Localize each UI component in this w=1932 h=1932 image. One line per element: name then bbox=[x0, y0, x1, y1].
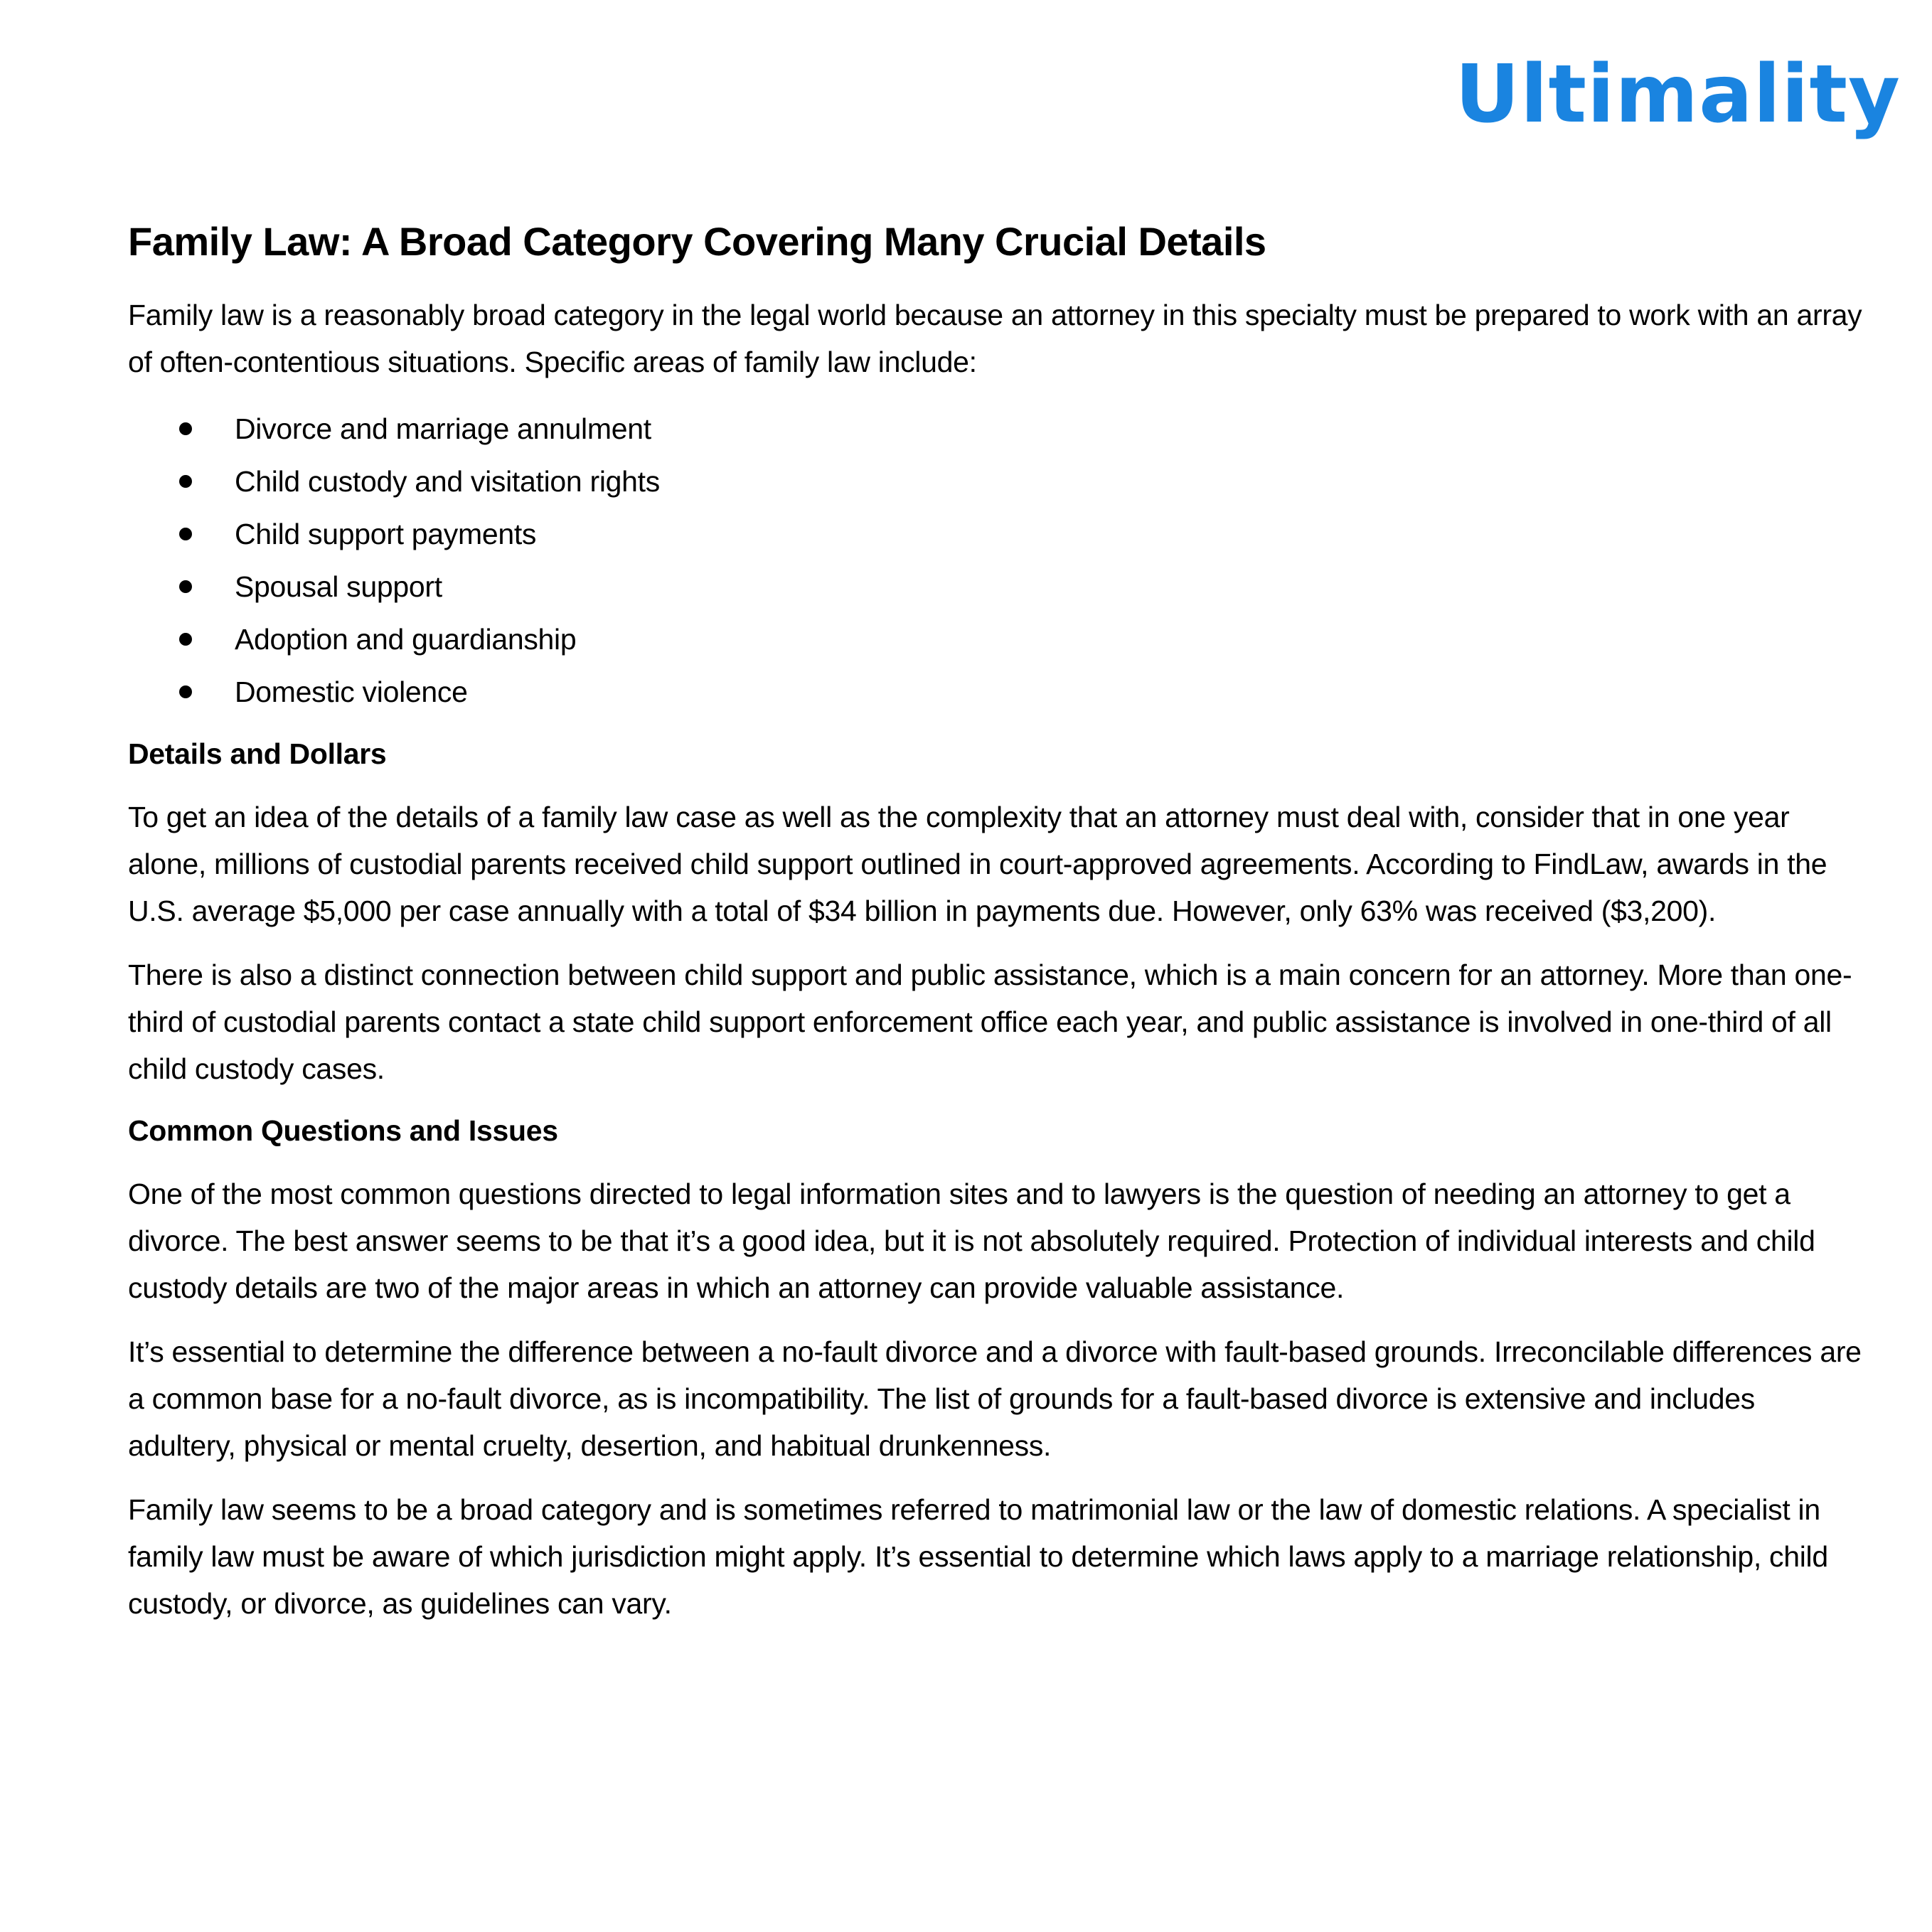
family-law-areas-list bbox=[128, 402, 1870, 718]
bullet-icon bbox=[179, 580, 192, 593]
list-item bbox=[128, 560, 1870, 613]
list-item bbox=[128, 666, 1870, 718]
page-title: Family Law: A Broad Category Covering Many Crucial Details bbox=[128, 219, 1266, 264]
bullet-icon bbox=[179, 633, 192, 646]
section-paragraph: One of the most common questions directed to legal information sites and to lawyers is the question of needing an attorney to get a divorce. The best answer seems to be that it’s a good idea, but it is not absolutely required. Protection of individual interests and child custody details are two of the major areas in which an attorney can provide valuable assistance. bbox=[128, 1178, 1815, 1304]
section-paragraph: There is also a distinct connection between child support and public assistance, which is a main concern for an attorney. More than one-third of custodial parents contact a state child support enforcement office each year, and public assistance is involved in one-third of all child custody cases. bbox=[128, 959, 1852, 1085]
section-paragraph: Family law seems to be a broad category and is sometimes referred to matrimonial law or the law of domestic relations. A specialist in family law must be aware of which jurisdiction might apply. It’s essential to determine which laws apply to a marriage relationship, child custody, or divorce, as guidelines can vary. bbox=[128, 1493, 1828, 1620]
section-paragraph: It’s essential to determine the difference between a no-fault divorce and a divorce with fault-based grounds. Irreconcilable differences are a common base for a no-fault divorce, as is incompatibility. The list of grounds for a fault-based divorce is extensive and includes adultery, physical or mental cruelty, desertion, and habitual drunkenness. bbox=[128, 1335, 1862, 1462]
intro-paragraph: Family law is a reasonably broad category in the legal world because an attorney in this specialty must be prepared to work with an array of often-contentious situations. Specific areas of family law include: bbox=[128, 299, 1862, 378]
list-item-text: Domestic violence bbox=[235, 676, 468, 708]
list-item bbox=[128, 455, 1870, 508]
list-item-text: Child support payments bbox=[235, 518, 537, 550]
brand-logo: Ultimality bbox=[1455, 48, 1901, 141]
document-body bbox=[128, 213, 1870, 1644]
list-item bbox=[128, 613, 1870, 666]
bullet-icon bbox=[179, 422, 192, 435]
list-item-text: Child custody and visitation rights bbox=[235, 465, 660, 498]
list-item bbox=[128, 508, 1870, 560]
list-item bbox=[128, 402, 1870, 455]
list-item-text: Adoption and guardianship bbox=[235, 623, 577, 656]
section-heading-details-and-dollars: Details and Dollars bbox=[128, 737, 387, 770]
bullet-icon bbox=[179, 685, 192, 698]
bullet-icon bbox=[179, 475, 192, 488]
list-item-text: Spousal support bbox=[235, 570, 442, 603]
section-paragraph: To get an idea of the details of a family law case as well as the complexity that an attorney must deal with, consider that in one year alone, millions of custodial parents received child support outlined in court-approved agreements. According to FindLaw, awards in the U.S. average $5,000 per case annually with a total of $34 billion in payments due. However, only 63% was received ($3,200). bbox=[128, 801, 1827, 927]
section-heading-common-questions: Common Questions and Issues bbox=[128, 1114, 558, 1147]
list-item-text: Divorce and marriage annulment bbox=[235, 412, 651, 445]
bullet-icon bbox=[179, 528, 192, 540]
